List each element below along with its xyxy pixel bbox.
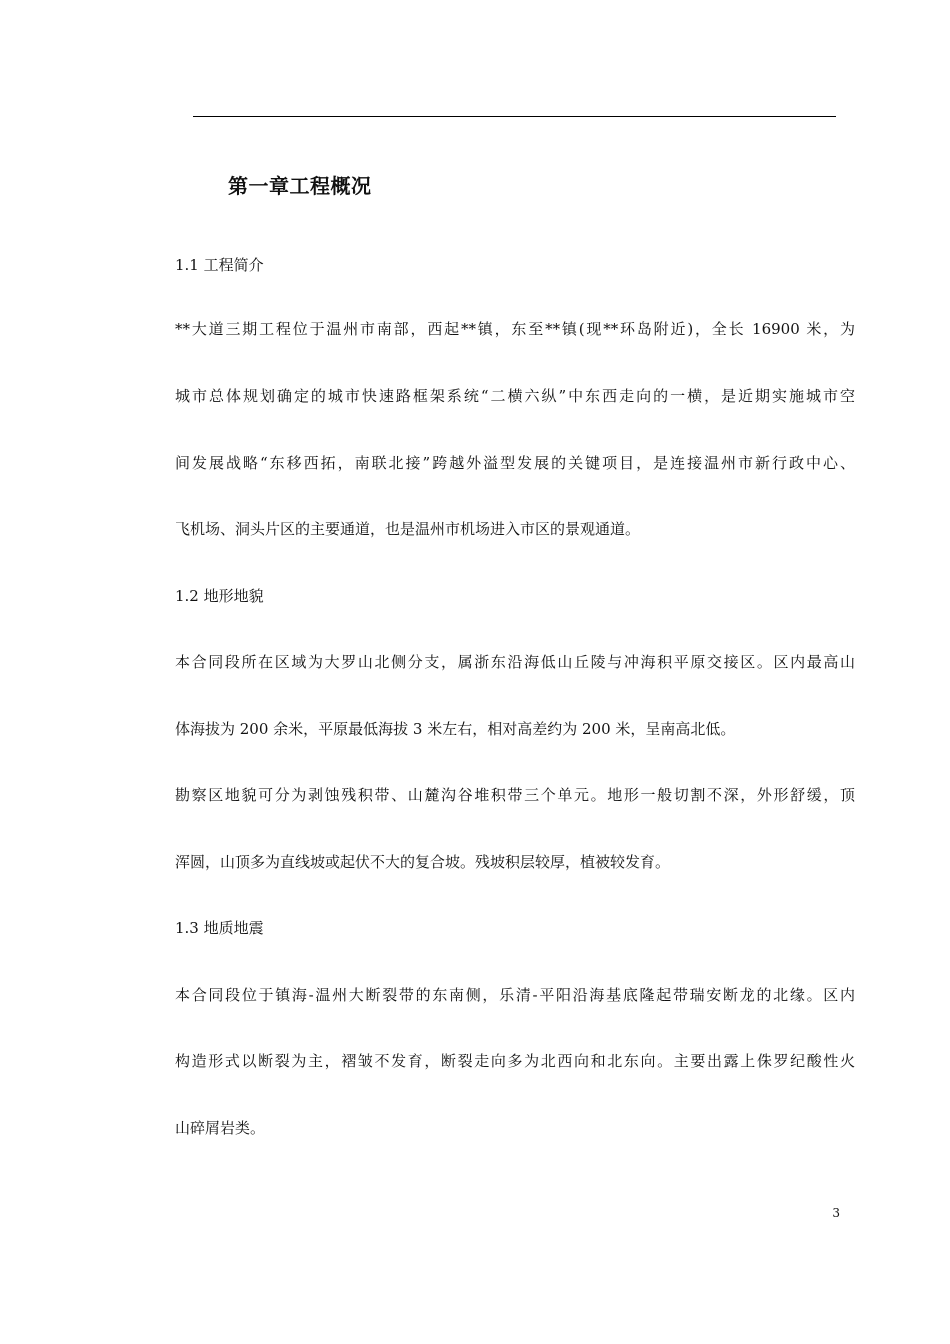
chapter-title: 第一章工程概况 bbox=[228, 174, 372, 198]
header-rule bbox=[193, 116, 836, 117]
paragraph-line: 城市总体规划确定的城市快速路框架系统“二横六纵”中东西走向的一横，是近期实施城市空 bbox=[175, 387, 855, 405]
paragraph-line: 体海拔为 200 余米，平原最低海拔 3 米左右，相对高差约为 200 米，呈南高北低。 bbox=[175, 720, 736, 738]
page-number: 3 bbox=[832, 1206, 840, 1220]
paragraph-line: 山碎屑岩类。 bbox=[175, 1119, 266, 1137]
paragraph-line: **大道三期工程位于温州市南部，西起**镇，东至**镇(现**环岛附近)，全长 16900 米，为 bbox=[175, 320, 855, 338]
paragraph-line: 勘察区地貌可分为剥蚀残积带、山麓沟谷堆积带三个单元。地形一般切割不深，外形舒缓，顶 bbox=[175, 786, 855, 804]
section-heading-1-2: 1.2 地形地貌 bbox=[175, 587, 264, 605]
paragraph-line: 间发展战略“东移西拓，南联北接”跨越外溢型发展的关键项目，是连接温州市新行政中心、 bbox=[175, 454, 855, 472]
section-heading-1-3: 1.3 地质地震 bbox=[175, 919, 264, 937]
paragraph-line: 构造形式以断裂为主，褶皱不发育，断裂走向多为北西向和北东向。主要出露上侏罗纪酸性火 bbox=[175, 1052, 855, 1070]
paragraph-line: 本合同段所在区域为大罗山北侧分支，属浙东沿海低山丘陵与冲海积平原交接区。区内最高山 bbox=[175, 653, 855, 671]
paragraph-line: 飞机场、洞头片区的主要通道，也是温州市机场进入市区的景观通道。 bbox=[175, 520, 641, 538]
section-heading-1-1: 1.1 工程简介 bbox=[175, 256, 264, 274]
paragraph-line: 本合同段位于镇海-温州大断裂带的东南侧，乐清-平阳沿海基底隆起带瑞安断龙的北缘。区内 bbox=[175, 986, 855, 1004]
paragraph-line: 浑圆，山顶多为直线坡或起伏不大的复合坡。残坡积层较厚，植被较发育。 bbox=[175, 853, 671, 871]
